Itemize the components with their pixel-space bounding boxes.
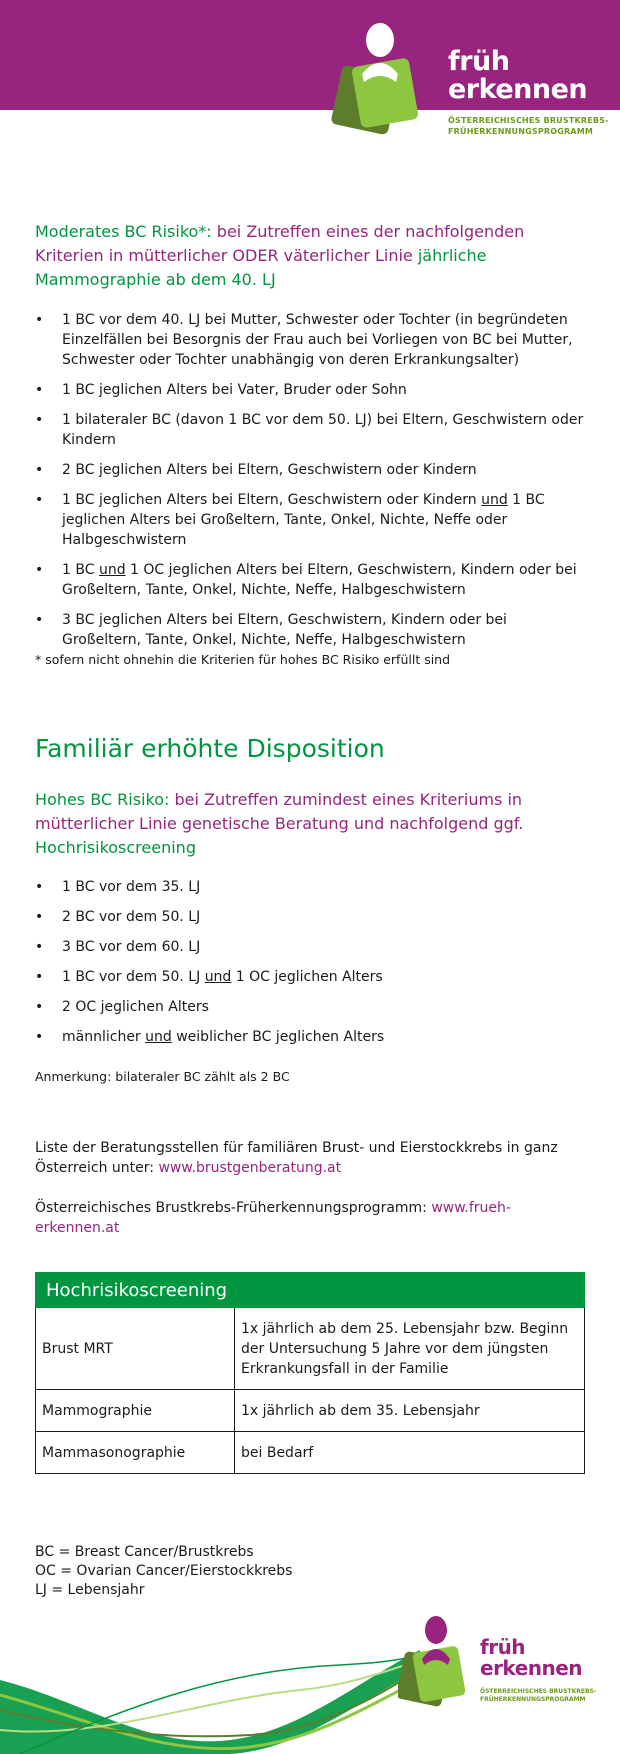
table-cell-value: 1x jährlich ab dem 35. Lebensjahr <box>235 1390 585 1432</box>
brand-word-frueh: früh <box>480 1635 526 1659</box>
moderate-risk-criterion: bei Zutreffen eines der nachfolgenden Kriterien in mütterlicher ODER väterlicher Linie <box>35 222 525 265</box>
program-text: Österreichisches Brustkrebs-Früherkennungsprogramm: <box>35 1200 432 1216</box>
list-item-text: 1 OC jeglichen Alters <box>231 969 383 985</box>
list-item: • 3 BC vor dem 60. LJ <box>35 937 585 957</box>
familial-disposition-title: Familiär erhöhte Disposition <box>35 734 385 763</box>
glossary-item: OC = Ovarian Cancer/Eierstockkrebs <box>35 1563 293 1579</box>
list-item: • 2 BC vor dem 50. LJ <box>35 907 585 927</box>
high-risk-list <box>35 877 585 1047</box>
decorative-wave-graphic <box>0 1640 420 1754</box>
table-cell-value: 1x jährlich ab dem 25. Lebensjahr bzw. Beginn der Untersuchung 5 Jahre vor dem jüngsten Erkrankungsfall in der Familie <box>235 1308 585 1390</box>
list-item-text: 1 BC jeglichen Alters bei Eltern, Geschwistern oder Kindern <box>62 492 482 508</box>
brand-word-erkennen: erkennen <box>480 1656 583 1680</box>
frueh-erkennen-logo-bottom <box>398 1615 620 1735</box>
brand-subtitle-line2: FRÜHERKENNUNGSPROGRAMM <box>480 1696 586 1703</box>
list-item <box>35 560 587 600</box>
list-item-text: 1 OC jeglichen Alters bei Eltern, Geschwistern, Kindern oder bei Großeltern, Tante, Onkel, Nichte, Neffe, Halbgeschwistern <box>62 562 577 598</box>
high-risk-heading <box>35 788 585 860</box>
high-risk-label: Hohes BC Risiko: <box>35 790 175 809</box>
program-paragraph <box>35 1198 585 1238</box>
list-item-text: weiblicher BC jeglichen Alters <box>171 1029 385 1045</box>
brand-subtitle-line2: FRÜHERKENNUNGSPROGRAMM <box>448 127 594 136</box>
underlined-und: und <box>481 492 508 508</box>
glossary-item: BC = Breast Cancer/Brustkrebs <box>35 1544 254 1560</box>
table-cell-label: Mammographie <box>36 1390 235 1432</box>
moderate-risk-list-wrapper <box>35 310 587 660</box>
high-risk-list-wrapper <box>35 877 585 1057</box>
list-item: • 1 bilateraler BC (davon 1 BC vor dem 50. LJ) bei Eltern, Geschwistern oder Kindern <box>35 410 587 450</box>
list-item: • 1 BC jeglichen Alters bei Vater, Bruder oder Sohn <box>35 380 587 400</box>
list-item: • 3 BC jeglichen Alters bei Eltern, Geschwistern, Kindern oder bei Großeltern, Tante, Onkel, Nichte, Neffe, Halbgeschwistern <box>35 610 587 650</box>
table-row <box>36 1432 585 1474</box>
glossary-item: LJ = Lebensjahr <box>35 1582 145 1598</box>
list-item: • 1 BC vor dem 40. LJ bei Mutter, Schwester oder Tochter (in begründeten Einzelfällen bei Besorgnis der Frau auch bei Vorliegen von BC bei Mutter, Schwester oder Tochter unabhängig von deren Erkrankungsalter) <box>35 310 587 370</box>
table-row <box>36 1308 585 1390</box>
woman-figure-icon <box>398 1615 488 1725</box>
high-risk-criterion: bei Zutreffen zumindest eines Kriteriums in mütterlicher Linie genetische Beratung und nachfolgend ggf. <box>35 790 524 833</box>
brand-subtitle-line1: ÖSTERREICHISCHES BRUSTKREBS- <box>480 1688 597 1695</box>
glossary <box>35 1543 585 1600</box>
moderate-risk-section <box>35 220 585 292</box>
list-item <box>35 490 587 550</box>
moderate-risk-heading <box>35 220 585 292</box>
table-cell-label: Mammasonographie <box>36 1432 235 1474</box>
table-cell-label: Brust MRT <box>36 1308 235 1390</box>
list-item-text: männlicher <box>62 1029 146 1045</box>
counseling-list-text: Liste der Beratungsstellen für familiären Brust- und Eierstockkrebs in ganz Österreich unter: <box>35 1140 558 1176</box>
counseling-list-paragraph <box>35 1138 585 1178</box>
brustgenberatung-link[interactable]: www.brustgenberatung.at <box>158 1160 342 1176</box>
list-item-text: 1 BC <box>62 562 99 578</box>
underlined-und: und <box>98 562 126 578</box>
frueh-erkennen-logo <box>330 22 620 162</box>
brand-subtitle-line1: ÖSTERREICHISCHES BRUSTKREBS- <box>448 116 609 125</box>
brand-word-erkennen: erkennen <box>448 74 588 105</box>
list-item: • 2 BC jeglichen Alters bei Eltern, Geschwistern oder Kindern <box>35 460 587 480</box>
moderate-footnote: * sofern nicht ohnehin die Kriterien für hohes BC Risiko erfüllt sind <box>35 652 451 667</box>
table-row <box>36 1390 585 1432</box>
table-header-row <box>36 1273 585 1308</box>
brand-word-frueh: früh <box>448 46 510 77</box>
list-item: • 1 BC vor dem 35. LJ <box>35 877 585 897</box>
moderate-risk-list <box>35 310 587 650</box>
familial-disposition-section <box>35 734 585 763</box>
high-risk-screening-table <box>35 1272 585 1474</box>
woman-figure-icon <box>330 22 450 162</box>
frueh-erkennen-link[interactable]: www.frueh-erkennen.at <box>35 1200 511 1236</box>
high-risk-heading-wrapper <box>35 788 585 860</box>
moderate-risk-label: Moderates BC Risiko*: <box>35 222 217 241</box>
table-cell-value: bei Bedarf <box>235 1432 585 1474</box>
underlined-und: und <box>145 1029 172 1045</box>
moderate-risk-action: jährliche Mammographie ab dem 40. LJ <box>35 246 487 289</box>
list-item-text: 1 BC vor dem 50. LJ <box>62 969 205 985</box>
table-header: Hochrisikoscreening <box>36 1273 585 1308</box>
high-risk-action: Hochrisikoscreening <box>35 838 196 857</box>
underlined-und: und <box>204 969 232 985</box>
list-item <box>35 1027 585 1047</box>
list-item <box>35 967 585 987</box>
list-item-text: 1 BC jeglichen Alters bei Großeltern, Tante, Onkel, Nichte, Neffe oder Halbgeschwistern <box>62 492 545 548</box>
high-risk-remark: Anmerkung: bilateraler BC zählt als 2 BC <box>35 1069 290 1084</box>
list-item: • 2 OC jeglichen Alters <box>35 997 585 1017</box>
